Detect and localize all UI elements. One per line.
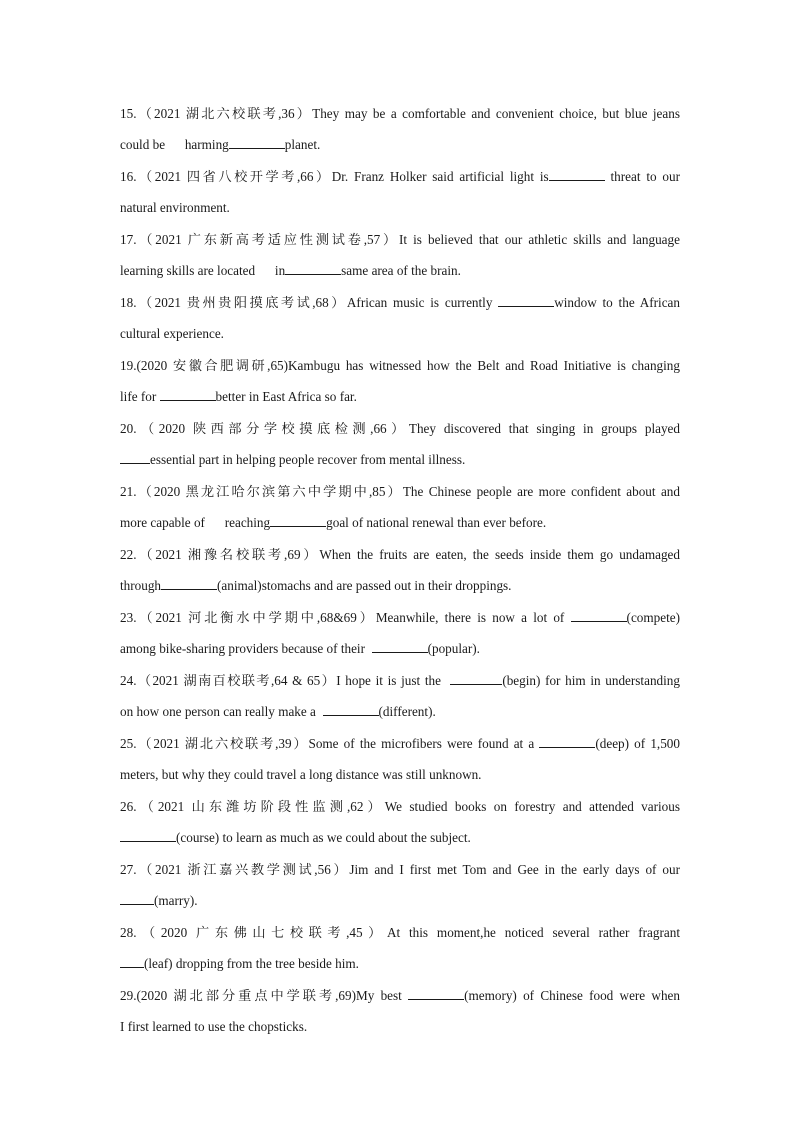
question-27-line-2 bbox=[120, 892, 680, 910]
question-number: 18. bbox=[120, 295, 137, 310]
question-text: (different). bbox=[378, 704, 436, 719]
question-28-line-1 bbox=[120, 924, 680, 942]
question-source: （2021 湘豫名校联考,69） bbox=[136, 547, 320, 562]
question-number: 15. bbox=[120, 106, 137, 121]
question-number: 26. bbox=[120, 799, 137, 814]
question-25-line-1 bbox=[120, 735, 680, 753]
answer-blank bbox=[120, 451, 150, 464]
question-text: Kambugu has witnessed how the Belt and Road Initiative is changing bbox=[288, 358, 680, 373]
answer-blank bbox=[120, 829, 176, 842]
question-18-line-1 bbox=[120, 294, 680, 312]
question-19-line-1 bbox=[120, 357, 680, 375]
question-text: (leaf) dropping from the tree beside him. bbox=[144, 956, 359, 971]
question-text: I hope it is just the bbox=[336, 673, 451, 688]
question-text: Some of the microfibers were found at a bbox=[308, 736, 540, 751]
question-text: learning skills are located in bbox=[120, 263, 286, 278]
question-number: 20. bbox=[120, 421, 137, 436]
question-text: (course) to learn as much as we could about the subject. bbox=[176, 830, 471, 845]
question-text: life for bbox=[120, 389, 160, 404]
question-number: 28. bbox=[120, 925, 137, 940]
question-29-line-2 bbox=[120, 1018, 680, 1036]
question-21-line-1 bbox=[120, 483, 680, 501]
question-text: (memory) of Chinese food were when bbox=[464, 988, 680, 1003]
question-text: cultural experience. bbox=[120, 326, 224, 341]
question-number: 19. bbox=[120, 358, 137, 373]
answer-blank bbox=[549, 168, 605, 181]
question-source: （2021 贵州贵阳摸底考试,68） bbox=[136, 295, 347, 310]
question-text: At this moment,he noticed several rather fragrant bbox=[386, 925, 681, 940]
question-source: （2021 山东潍坊阶段性监测,62） bbox=[136, 799, 385, 814]
answer-blank bbox=[372, 640, 428, 653]
question-source: （2021 四省八校开学考,66） bbox=[136, 169, 332, 184]
question-text: goal of national renewal than ever before. bbox=[326, 515, 547, 530]
question-text: It is believed that our athletic skills and language bbox=[398, 232, 680, 247]
question-text: on how one person can really make a bbox=[120, 704, 323, 719]
question-source: （2021 广东新高考适应性测试卷,57） bbox=[136, 232, 399, 247]
question-text: Meanwhile, there is now a lot of bbox=[375, 610, 571, 625]
question-text: When the fruits are eaten, the seeds inside them go undamaged bbox=[319, 547, 680, 562]
question-26-line-2 bbox=[120, 829, 680, 847]
question-18-line-2 bbox=[120, 325, 680, 343]
question-24-line-1 bbox=[120, 672, 680, 690]
question-number: 22. bbox=[120, 547, 137, 562]
question-number: 25. bbox=[120, 736, 137, 751]
answer-blank bbox=[161, 577, 217, 590]
question-text: I first learned to use the chopsticks. bbox=[120, 1019, 308, 1034]
question-text: They discovered that singing in groups played bbox=[408, 421, 681, 436]
question-source: (2020 湖北部分重点中学联考,69) bbox=[136, 988, 356, 1003]
question-text: window to the African bbox=[554, 295, 681, 310]
answer-blank bbox=[120, 892, 154, 905]
answer-blank bbox=[571, 609, 627, 622]
question-number: 24. bbox=[120, 673, 137, 688]
question-text: (popular). bbox=[427, 641, 480, 656]
question-23-line-1 bbox=[120, 609, 680, 627]
question-text: (animal)stomachs and are passed out in their droppings. bbox=[217, 578, 512, 593]
question-text: meters, but why they could travel a long distance was still unknown. bbox=[120, 767, 482, 782]
question-16-line-1 bbox=[120, 168, 680, 186]
question-text: planet. bbox=[284, 137, 321, 152]
answer-blank bbox=[539, 735, 595, 748]
question-21-line-2 bbox=[120, 514, 680, 532]
question-number: 21. bbox=[120, 484, 137, 499]
question-number: 29. bbox=[120, 988, 137, 1003]
question-number: 17. bbox=[120, 232, 137, 247]
question-source: （2021 湖南百校联考,64 & 65） bbox=[136, 673, 337, 688]
answer-blank bbox=[498, 294, 554, 307]
question-text: (compete) bbox=[626, 610, 680, 625]
question-text: (marry). bbox=[154, 893, 198, 908]
question-text: more capable of reaching bbox=[120, 515, 271, 530]
question-19-line-2 bbox=[120, 388, 680, 406]
question-16-line-2 bbox=[120, 199, 680, 217]
question-text: same area of the brain. bbox=[341, 263, 461, 278]
question-15-line-1 bbox=[120, 105, 680, 123]
question-22-line-2 bbox=[120, 577, 680, 595]
question-number: 23. bbox=[120, 610, 137, 625]
question-text: threat to our bbox=[604, 169, 681, 184]
question-28-line-2 bbox=[120, 955, 680, 973]
question-17-line-1 bbox=[120, 231, 680, 249]
question-text: through bbox=[120, 578, 162, 593]
question-number: 27. bbox=[120, 862, 137, 877]
answer-blank bbox=[229, 136, 285, 149]
question-text: My best bbox=[355, 988, 409, 1003]
question-source: （2021 湖北六校联考,36） bbox=[136, 106, 313, 121]
question-text: better in East Africa so far. bbox=[215, 389, 357, 404]
question-17-line-2 bbox=[120, 262, 680, 280]
answer-blank bbox=[120, 955, 144, 968]
question-26-line-1 bbox=[120, 798, 680, 816]
question-text: could be harming bbox=[120, 137, 229, 152]
question-24-line-2 bbox=[120, 703, 680, 721]
question-text: Dr. Franz Holker said artificial light is bbox=[331, 169, 549, 184]
question-29-line-1 bbox=[120, 987, 680, 1005]
question-text: (begin) for him in understanding bbox=[502, 673, 680, 688]
question-25-line-2 bbox=[120, 766, 680, 784]
answer-blank bbox=[270, 514, 326, 527]
question-15-line-2 bbox=[120, 136, 680, 154]
question-20-line-2 bbox=[120, 451, 680, 469]
question-source: （2020 陕西部分学校摸底检测,66） bbox=[136, 421, 409, 436]
question-text: They may be a comfortable and convenient choice, but blue jeans bbox=[312, 106, 680, 121]
answer-blank bbox=[408, 987, 464, 1000]
question-text: The Chinese people are more confident about and bbox=[402, 484, 680, 499]
question-text: We studied books on forestry and attended various bbox=[384, 799, 680, 814]
question-27-line-1 bbox=[120, 861, 680, 879]
question-22-line-1 bbox=[120, 546, 680, 564]
question-source: (2020 安徽合肥调研,65) bbox=[136, 358, 289, 373]
answer-blank bbox=[450, 672, 502, 685]
question-source: （2021 浙江嘉兴教学测试,56） bbox=[136, 862, 350, 877]
question-text: natural environment. bbox=[120, 200, 230, 215]
question-text: essential part in helping people recover from mental illness. bbox=[150, 452, 466, 467]
question-source: （2020 黑龙江哈尔滨第六中学期中,85） bbox=[136, 484, 403, 499]
question-number: 16. bbox=[120, 169, 137, 184]
question-text: African music is currently bbox=[346, 295, 499, 310]
question-source: （2020 广东佛山七校联考,45） bbox=[136, 925, 387, 940]
answer-blank bbox=[323, 703, 379, 716]
answer-blank bbox=[285, 262, 341, 275]
answer-blank bbox=[160, 388, 216, 401]
question-text: Jim and I first met Tom and Gee in the early days of our bbox=[349, 862, 681, 877]
question-text: among bike-sharing providers because of their bbox=[120, 641, 372, 656]
question-source: （2021 湖北六校联考,39） bbox=[136, 736, 309, 751]
question-20-line-1 bbox=[120, 420, 680, 438]
question-23-line-2 bbox=[120, 640, 680, 658]
question-source: （2021 河北衡水中学期中,68&69） bbox=[136, 610, 376, 625]
question-text: (deep) of 1,500 bbox=[595, 736, 680, 751]
